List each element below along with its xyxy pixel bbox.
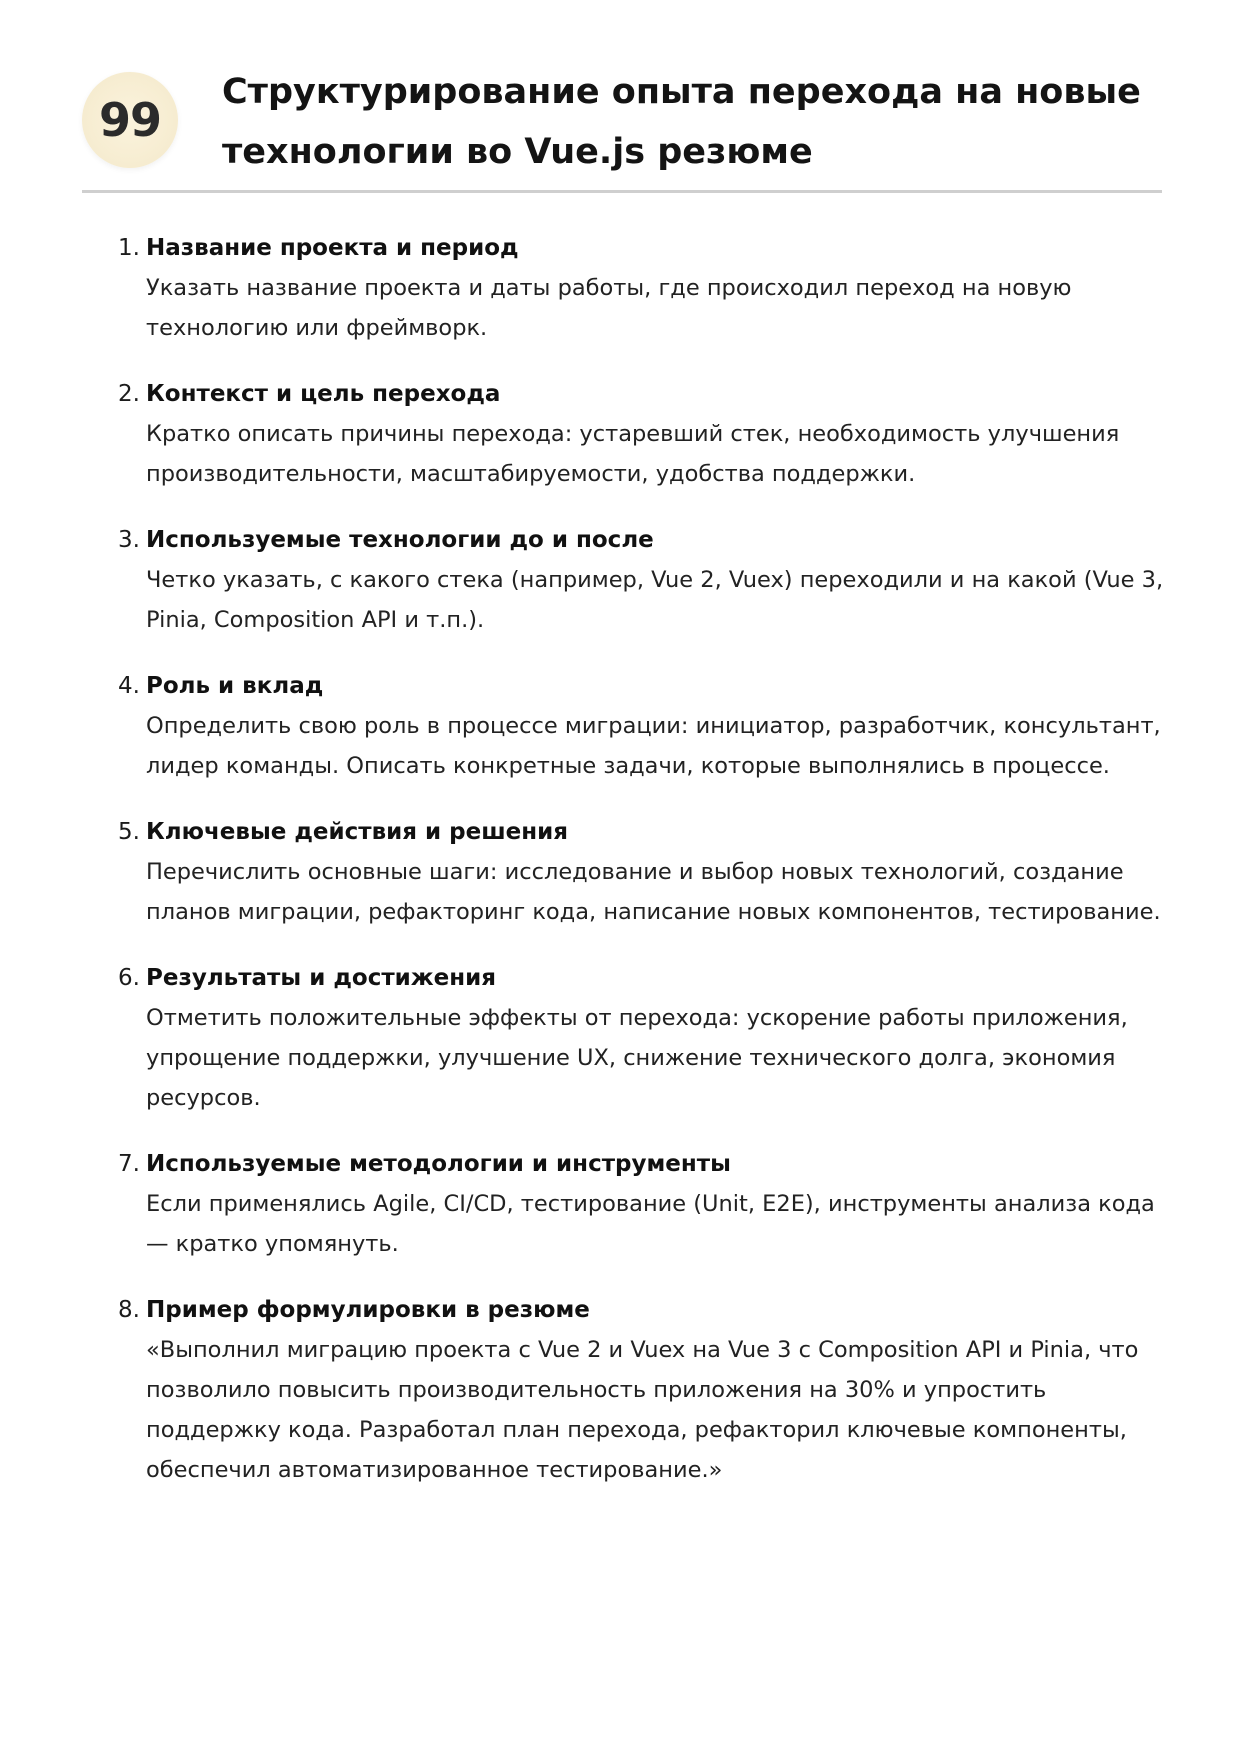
item-heading: Результаты и достижения (146, 965, 497, 991)
list-item (118, 1144, 1168, 1264)
item-text: Если применялись Agile, CI/CD, тестирование (Unit, E2E), инструменты анализа кода — кратко упомянуть. (146, 1191, 1155, 1257)
item-text: Четко указать, с какого стека (например, Vue 2, Vuex) переходили и на какой (Vue 3, Pinia, Composition API и т.п.). (146, 567, 1164, 633)
item-heading: Контекст и цель перехода (146, 381, 501, 407)
list-item (118, 520, 1168, 640)
list-item (118, 374, 1168, 494)
page-title: Структурирование опыта перехода на новые технологии во Vue.js резюме (222, 72, 1141, 172)
item-number: 3. (118, 527, 140, 553)
item-text: Отметить положительные эффекты от перехода: ускорение работы приложения, упрощение поддержки, улучшение UX, снижение технического долга, экономия ресурсов. (146, 1005, 1128, 1111)
item-number: 5. (118, 819, 140, 845)
page-number-badge: 99 (82, 72, 178, 168)
item-heading: Название проекта и период (146, 235, 519, 261)
item-number: 8. (118, 1297, 140, 1323)
item-heading: Ключевые действия и решения (146, 819, 569, 845)
item-text: Указать название проекта и даты работы, где происходил переход на новую технологию или фреймворк. (146, 275, 1072, 341)
list-item (118, 666, 1168, 786)
item-text: Кратко описать причины перехода: устаревший стек, необходимость улучшения производительности, масштабируемости, удобства поддержки. (146, 421, 1120, 487)
item-number: 1. (118, 235, 140, 261)
list-item (118, 812, 1168, 932)
item-text: Перечислить основные шаги: исследование и выбор новых технологий, создание планов миграции, рефакторинг кода, написание новых компонентов, тестирование. (146, 859, 1161, 925)
item-text: Определить свою роль в процессе миграции: инициатор, разработчик, консультант, лидер команды. Описать конкретные задачи, которые выполнялись в процессе. (146, 713, 1161, 779)
item-number: 7. (118, 1151, 140, 1177)
item-number: 2. (118, 381, 140, 407)
list-item (118, 1290, 1168, 1490)
item-heading: Используемые технологии до и после (146, 527, 654, 553)
item-number: 4. (118, 673, 140, 699)
item-number: 6. (118, 965, 140, 991)
list-item (118, 958, 1168, 1118)
item-heading: Роль и вклад (146, 673, 324, 699)
item-heading: Пример формулировки в резюме (146, 1297, 590, 1323)
steps-list (118, 228, 1168, 1516)
item-heading: Используемые методологии и инструменты (146, 1151, 731, 1177)
list-item (118, 228, 1168, 348)
item-text: «Выполнил миграцию проекта с Vue 2 и Vuex на Vue 3 с Composition API и Pinia, что позволило повысить производительность приложения на 30% и упростить поддержку кода. Разработал план перехода, рефакторил ключевые компоненты, обеспечил автоматизированное тестирование.» (146, 1337, 1139, 1483)
page-header (82, 58, 1162, 193)
